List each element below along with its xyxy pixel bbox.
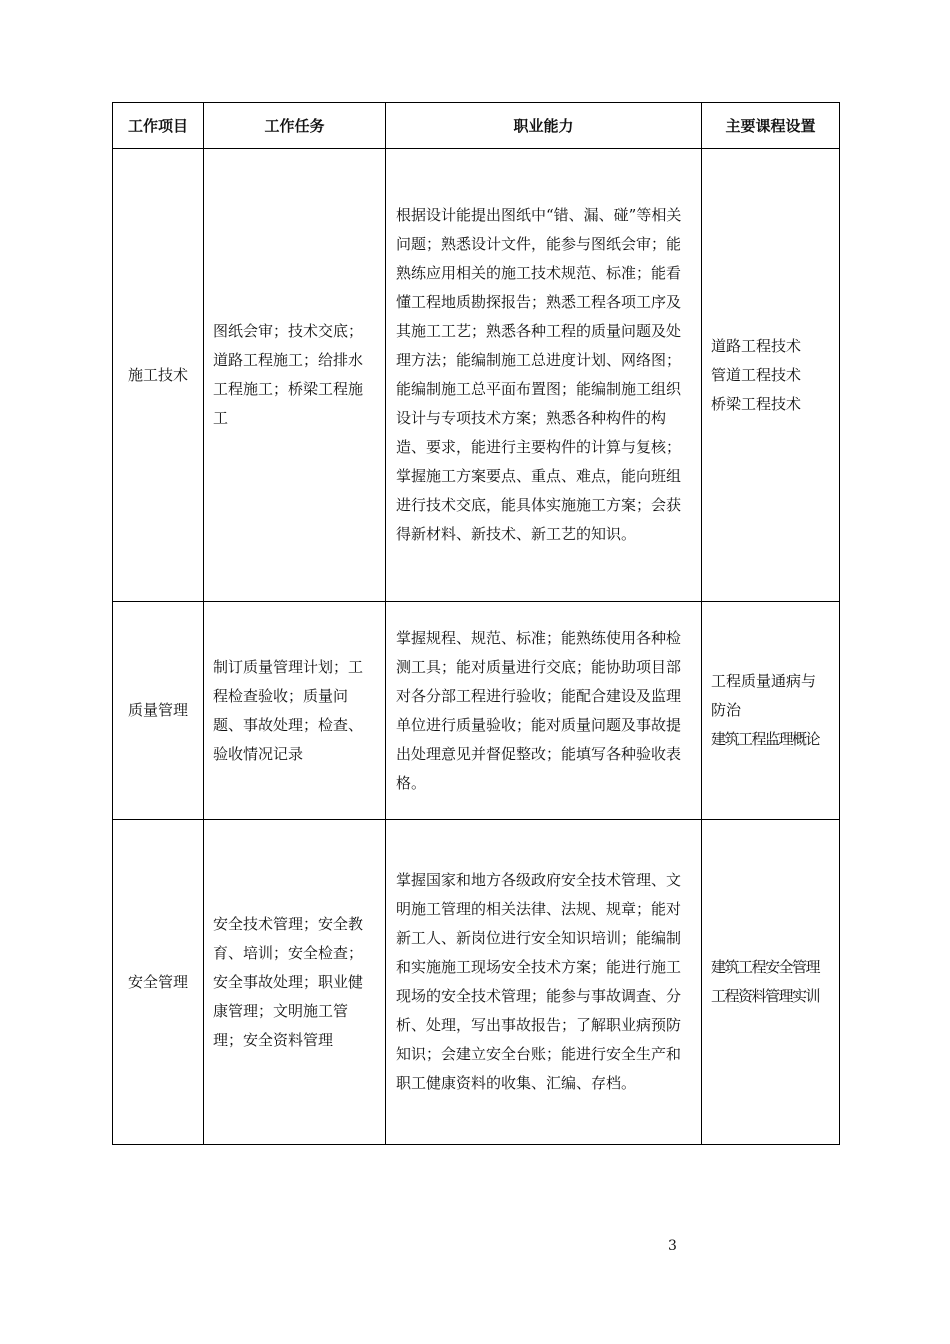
courses-cell bbox=[702, 602, 840, 820]
curriculum-table bbox=[112, 102, 840, 1145]
course-name: 建筑工程安全管理 bbox=[711, 958, 820, 976]
header-main-courses: 主要课程设置 bbox=[702, 103, 840, 149]
work-item-cell: 安全管理 bbox=[113, 820, 204, 1145]
header-work-task: 工作任务 bbox=[204, 103, 386, 149]
course-name: 工程资料管理实训 bbox=[711, 987, 820, 1005]
course-name: 道路工程技术 bbox=[711, 336, 802, 355]
header-professional-ability: 职业能力 bbox=[386, 103, 702, 149]
table-row bbox=[113, 149, 840, 602]
header-work-item: 工作项目 bbox=[113, 103, 204, 149]
work-task-cell: 图纸会审；技术交底；道路工程施工；给排水工程施工；桥梁工程施工 bbox=[204, 149, 386, 602]
ability-cell: 掌握国家和地方各级政府安全技术管理、文明施工管理的相关法律、法规、规章；能对新工人、新岗位进行安全知识培训；能编制和实施施工现场安全技术方案；能进行施工现场的安全技术管理；能参与事故调查、分析、处理，写出事故报告；了解职业病预防知识；会建立安全台账；能进行安全生产和职工健康资料的收集、汇编、存档。 bbox=[386, 820, 702, 1145]
courses-cell bbox=[702, 149, 840, 602]
ability-cell: 掌握规程、规范、标准；能熟练使用各种检测工具；能对质量进行交底；能协助项目部对各分部工程进行验收；能配合建设及监理单位进行质量验收；能对质量问题及事故提出处理意见并督促整改；能填写各种验收表格。 bbox=[386, 602, 702, 820]
course-name: 管道工程技术 bbox=[711, 365, 802, 384]
work-item-cell: 施工技术 bbox=[113, 149, 204, 602]
work-item-cell: 质量管理 bbox=[113, 602, 204, 820]
table-header-row bbox=[113, 103, 840, 149]
table-row bbox=[113, 602, 840, 820]
course-name: 建筑工程监理概论 bbox=[711, 730, 820, 748]
courses-cell bbox=[702, 820, 840, 1145]
work-task-cell: 安全技术管理；安全教育、培训；安全检查；安全事故处理；职业健康管理；文明施工管理；安全资料管理 bbox=[204, 820, 386, 1145]
page-number: 3 bbox=[668, 1238, 677, 1254]
course-name: 桥梁工程技术 bbox=[711, 394, 802, 413]
work-task-cell: 制订质量管理计划；工程检查验收；质量问题、事故处理；检查、验收情况记录 bbox=[204, 602, 386, 820]
course-name: 工程质量通病与防治 bbox=[711, 672, 817, 719]
table-row bbox=[113, 820, 840, 1145]
ability-cell: 根据设计能提出图纸中“错、漏、碰”等相关问题；熟悉设计文件，能参与图纸会审；能熟练应用相关的施工技术规范、标准；能看懂工程地质勘探报告；熟悉工程各项工序及其施工工艺；熟悉各种工程的质量问题及处理方法；能编制施工总进度计划、网络图；能编制施工总平面布置图；能编制施工组织设计与专项技术方案；熟悉各种构件的构造、要求，能进行主要构件的计算与复核；掌握施工方案要点、重点、难点，能向班组进行技术交底，能具体实施施工方案；会获得新材料、新技术、新工艺的知识。 bbox=[386, 149, 702, 602]
